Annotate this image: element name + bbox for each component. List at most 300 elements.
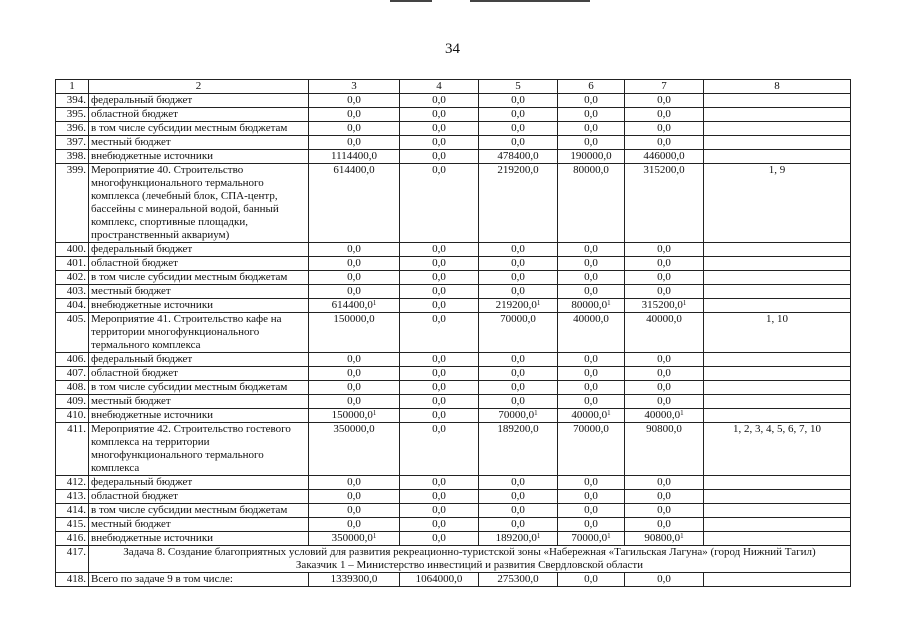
value-cell [309,395,400,409]
value-cell [400,518,479,532]
target-indicators [704,150,851,164]
value-text: 0,0 [657,108,671,120]
table-body [56,80,851,587]
value-cell [309,490,400,504]
value-text: 0,0 [657,518,671,530]
value-cell [558,94,625,108]
row-name: в том числе субсидии местным бюджетам [89,122,309,136]
footnote-mark: 1 [536,299,541,307]
value-text: 0,0 [511,476,525,488]
value-cell [479,122,558,136]
value-cell [309,150,400,164]
value-text: 0,0 [432,395,446,407]
value-text: 0,0 [584,381,598,393]
value-text: 0,0 [347,243,361,255]
value-cell [625,381,704,395]
value-cell [558,381,625,395]
value-text: 0,0 [584,395,598,407]
value-text: 1114400,0 [331,150,377,162]
value-cell [558,271,625,285]
value-cell [400,257,479,271]
target-indicators [704,108,851,122]
value-text: 0,0 [432,164,446,176]
table-row [56,381,851,395]
value-cell [400,136,479,150]
value-text: 0,0 [347,518,361,530]
value-cell [309,243,400,257]
row-number: 398. [56,150,89,164]
header-cell: 5 [479,80,558,94]
value-text: 70000,0 [571,532,608,544]
value-text: 478400,0 [497,150,539,162]
value-text: 0,0 [432,150,446,162]
value-cell: 1064000,0 [400,573,479,587]
value-text: 0,0 [584,518,598,530]
value-cell [309,367,400,381]
value-text: 0,0 [432,476,446,488]
value-text: 40000,0 [573,313,609,325]
value-cell [309,108,400,122]
value-cell [400,243,479,257]
value-cell [625,409,704,423]
value-text: 350000,0 [333,423,375,435]
target-indicators [704,299,851,313]
row-name: в том числе субсидии местным бюджетам [89,504,309,518]
footnote-mark: 1 [682,299,687,307]
header-cell: 8 [704,80,851,94]
row-number: 409. [56,395,89,409]
row-number: 412. [56,476,89,490]
value-text: 150000,0 [333,313,375,325]
row-number: 404. [56,299,89,313]
value-cell [558,353,625,367]
value-cell [558,108,625,122]
table-row [56,94,851,108]
footnote-mark: 1 [680,409,684,417]
value-text: 0,0 [347,504,361,516]
value-text: 0,0 [511,490,525,502]
table-row [56,122,851,136]
value-text: 0,0 [584,476,598,488]
value-cell [479,423,558,476]
value-text: 0,0 [347,353,361,365]
value-cell [625,164,704,243]
row-number: 411. [56,423,89,476]
value-text: 219200,0 [495,299,537,311]
target-indicators: 1, 2, 3, 4, 5, 6, 7, 10 [704,423,851,476]
value-cell [625,243,704,257]
task-customer: Заказчик 1 – Министерство инвестиций и развития Свердловской области [295,559,644,571]
value-text: 0,0 [432,504,446,516]
row-name: Мероприятие 41. Строительство кафе на территории многофункционального термального комплекса [89,313,309,353]
table-row [56,271,851,285]
target-indicators [704,136,851,150]
value-text: 350000,0 [331,532,373,544]
header-cell: 2 [89,80,309,94]
budget-table [55,79,851,587]
value-text: 0,0 [657,504,671,516]
value-text: 0,0 [432,490,446,502]
footnote-mark: 1 [607,299,611,307]
value-text: 0,0 [511,353,525,365]
value-text: 614400,0 [333,164,375,176]
value-text: 150000,0 [331,409,373,421]
row-number: 397. [56,136,89,150]
value-cell [400,504,479,518]
value-text: 0,0 [347,367,361,379]
footnote-mark: 1 [680,532,684,540]
value-cell [309,164,400,243]
value-text: 0,0 [584,94,598,106]
header-cell: 1 [56,80,89,94]
value-cell [479,367,558,381]
value-text: 0,0 [511,395,525,407]
value-text: 0,0 [432,423,446,435]
value-cell [625,122,704,136]
target-indicators [704,122,851,136]
header-cell: 6 [558,80,625,94]
row-name: местный бюджет [89,518,309,532]
row-name: областной бюджет [89,108,309,122]
target-indicators [704,409,851,423]
header-row [56,80,851,94]
row-number: 410. [56,409,89,423]
row-number: 395. [56,108,89,122]
value-cell [558,257,625,271]
value-cell [558,164,625,243]
table-row [56,409,851,423]
value-cell [625,395,704,409]
row-number: 413. [56,490,89,504]
target-indicators [704,353,851,367]
value-cell [625,136,704,150]
table-row [56,257,851,271]
value-cell: 275300,0 [479,573,558,587]
value-text: 0,0 [511,243,525,255]
value-cell [558,409,625,423]
header-cell: 3 [309,80,400,94]
value-cell [309,532,400,546]
table-row [56,476,851,490]
value-cell [400,409,479,423]
value-text: 90800,0 [644,532,681,544]
table-row [56,423,851,476]
top-rule-right [470,0,590,2]
value-cell [625,504,704,518]
target-indicators: 1, 10 [704,313,851,353]
value-text: 80000,0 [573,164,609,176]
row-name: областной бюджет [89,367,309,381]
target-indicators [704,476,851,490]
value-cell [558,504,625,518]
value-text: 0,0 [584,271,598,283]
value-cell [625,476,704,490]
value-text: 0,0 [511,367,525,379]
row-name: внебюджетные источники [89,409,309,423]
value-text: 0,0 [657,395,671,407]
value-cell [309,476,400,490]
value-cell [400,122,479,136]
value-cell [558,285,625,299]
value-text: 0,0 [432,271,446,283]
value-text: 0,0 [511,381,525,393]
value-text: 219200,0 [497,164,539,176]
value-text: 0,0 [657,257,671,269]
value-cell [400,381,479,395]
value-cell [558,122,625,136]
value-text: 0,0 [584,353,598,365]
value-text: 0,0 [432,243,446,255]
value-cell [625,257,704,271]
value-cell [309,136,400,150]
value-text: 40000,0 [646,313,682,325]
value-cell [400,423,479,476]
value-cell [479,518,558,532]
value-cell [400,353,479,367]
value-cell [558,136,625,150]
row-name: федеральный бюджет [89,476,309,490]
value-text: 0,0 [584,504,598,516]
row-name: в том числе субсидии местным бюджетам [89,271,309,285]
value-text: 189200,0 [497,423,539,435]
value-cell [309,271,400,285]
value-cell [558,476,625,490]
row-number: 414. [56,504,89,518]
value-text: 0,0 [347,136,361,148]
value-cell [309,409,400,423]
task-row [56,546,851,573]
value-text: 0,0 [347,285,361,297]
value-text: 446000,0 [643,150,685,162]
value-cell [400,108,479,122]
value-text: 0,0 [511,504,525,516]
target-indicators [704,257,851,271]
value-cell: 1339300,0 [309,573,400,587]
value-text: 0,0 [511,271,525,283]
value-text: 0,0 [657,136,671,148]
target-indicators [704,573,851,587]
value-text: 40000,0 [571,409,608,421]
target-indicators [704,504,851,518]
page-number: 34 [445,41,460,57]
value-cell [558,518,625,532]
value-text: 0,0 [657,367,671,379]
value-cell [400,94,479,108]
value-cell [479,476,558,490]
value-text: 0,0 [432,94,446,106]
value-cell [400,271,479,285]
value-text: 0,0 [432,532,446,544]
table-row [56,243,851,257]
value-cell [309,94,400,108]
row-number: 394. [56,94,89,108]
row-name: Мероприятие 40. Строительство многофункционального термального комплекса (лечебный блок, СПА-центр, бассейны с минеральной водой, банный комплекс, спортивные площадки, пространственный аквариум) [89,164,309,243]
value-text: 0,0 [511,518,525,530]
row-number: 418. [56,573,89,587]
value-text: 0,0 [347,257,361,269]
row-name: в том числе субсидии местным бюджетам [89,381,309,395]
row-number: 417. [56,546,89,573]
value-cell: 0,0 [625,573,704,587]
value-text: 315200,0 [641,299,683,311]
value-text: 0,0 [432,518,446,530]
value-text: 0,0 [347,271,361,283]
row-number: 406. [56,353,89,367]
value-cell [558,313,625,353]
row-name: Всего по задаче 9 в том числе: [89,573,309,587]
value-cell [309,353,400,367]
value-cell [400,164,479,243]
value-text: 0,0 [511,122,525,134]
value-cell [558,423,625,476]
value-cell [309,518,400,532]
total-row [56,573,851,587]
row-name: местный бюджет [89,136,309,150]
target-indicators [704,285,851,299]
value-cell [400,367,479,381]
value-text: 0,0 [584,367,598,379]
task-title: Задача 8. Создание благоприятных условий для развития рекреационно-туристской зоны «Набережная «Тагильская Лагуна» (город Нижний Тагил) [123,546,816,558]
row-name: внебюджетные источники [89,150,309,164]
value-cell [625,490,704,504]
value-cell [309,299,400,313]
value-cell [558,367,625,381]
row-name: Мероприятие 42. Строительство гостевого комплекса на территории многофункционального термального комплекса [89,423,309,476]
row-number: 399. [56,164,89,243]
value-cell [309,257,400,271]
table-row [56,313,851,353]
row-name: федеральный бюджет [89,243,309,257]
row-number: 408. [56,381,89,395]
value-cell [400,313,479,353]
value-cell [479,395,558,409]
value-cell [479,271,558,285]
value-text: 0,0 [657,271,671,283]
value-cell [309,122,400,136]
row-name: местный бюджет [89,395,309,409]
value-cell [400,150,479,164]
table-row [56,490,851,504]
target-indicators: 1, 9 [704,164,851,243]
value-cell [400,395,479,409]
target-indicators [704,271,851,285]
footnote-mark: 1 [372,409,377,417]
value-text: 0,0 [432,122,446,134]
header-cell: 4 [400,80,479,94]
value-text: 70000,0 [498,409,535,421]
target-indicators [704,381,851,395]
table-row [56,367,851,381]
value-text: 0,0 [432,299,446,311]
value-text: 0,0 [347,108,361,120]
value-cell: 0,0 [558,573,625,587]
value-cell [625,518,704,532]
value-cell [479,257,558,271]
value-text: 0,0 [584,490,598,502]
value-text: 80000,0 [571,299,608,311]
row-number: 415. [56,518,89,532]
value-text: 90800,0 [646,423,682,435]
value-text: 0,0 [584,136,598,148]
table-row [56,108,851,122]
table-row [56,518,851,532]
value-text: 0,0 [657,381,671,393]
value-text: 0,0 [432,409,446,421]
value-cell [479,136,558,150]
row-number: 407. [56,367,89,381]
value-text: 40000,0 [644,409,681,421]
value-cell [558,299,625,313]
value-text: 0,0 [584,108,598,120]
value-text: 0,0 [511,108,525,120]
value-text: 0,0 [584,257,598,269]
value-cell [625,299,704,313]
value-text: 0,0 [432,381,446,393]
value-cell [400,532,479,546]
value-cell [309,285,400,299]
value-cell [625,313,704,353]
value-cell [309,423,400,476]
row-name: областной бюджет [89,257,309,271]
value-cell [400,285,479,299]
value-text: 0,0 [657,490,671,502]
value-text: 0,0 [657,243,671,255]
footnote-mark: 1 [372,532,377,540]
value-cell [558,532,625,546]
value-text: 0,0 [584,285,598,297]
value-text: 0,0 [657,94,671,106]
value-cell [479,243,558,257]
value-cell [479,532,558,546]
value-cell [625,532,704,546]
value-text: 0,0 [432,257,446,269]
target-indicators [704,490,851,504]
value-text: 190000,0 [570,150,612,162]
table-row [56,285,851,299]
value-cell [625,423,704,476]
value-text: 70000,0 [500,313,536,325]
value-cell [625,108,704,122]
value-text: 70000,0 [573,423,609,435]
value-cell [625,285,704,299]
row-number: 416. [56,532,89,546]
row-name: внебюджетные источники [89,299,309,313]
value-text: 0,0 [432,313,446,325]
value-text: 0,0 [584,122,598,134]
row-number: 400. [56,243,89,257]
value-text: 315200,0 [643,164,685,176]
row-number: 403. [56,285,89,299]
row-name: федеральный бюджет [89,94,309,108]
value-cell [479,299,558,313]
table-row [56,353,851,367]
value-cell [479,313,558,353]
value-text: 0,0 [432,367,446,379]
value-cell [625,271,704,285]
value-cell [479,490,558,504]
value-cell [625,353,704,367]
value-text: 614400,0 [331,299,373,311]
target-indicators [704,243,851,257]
value-text: 0,0 [657,285,671,297]
value-cell [479,409,558,423]
value-cell [558,243,625,257]
value-text: 189200,0 [495,532,537,544]
row-number: 401. [56,257,89,271]
value-text: 0,0 [657,476,671,488]
value-cell [309,313,400,353]
value-text: 0,0 [347,490,361,502]
